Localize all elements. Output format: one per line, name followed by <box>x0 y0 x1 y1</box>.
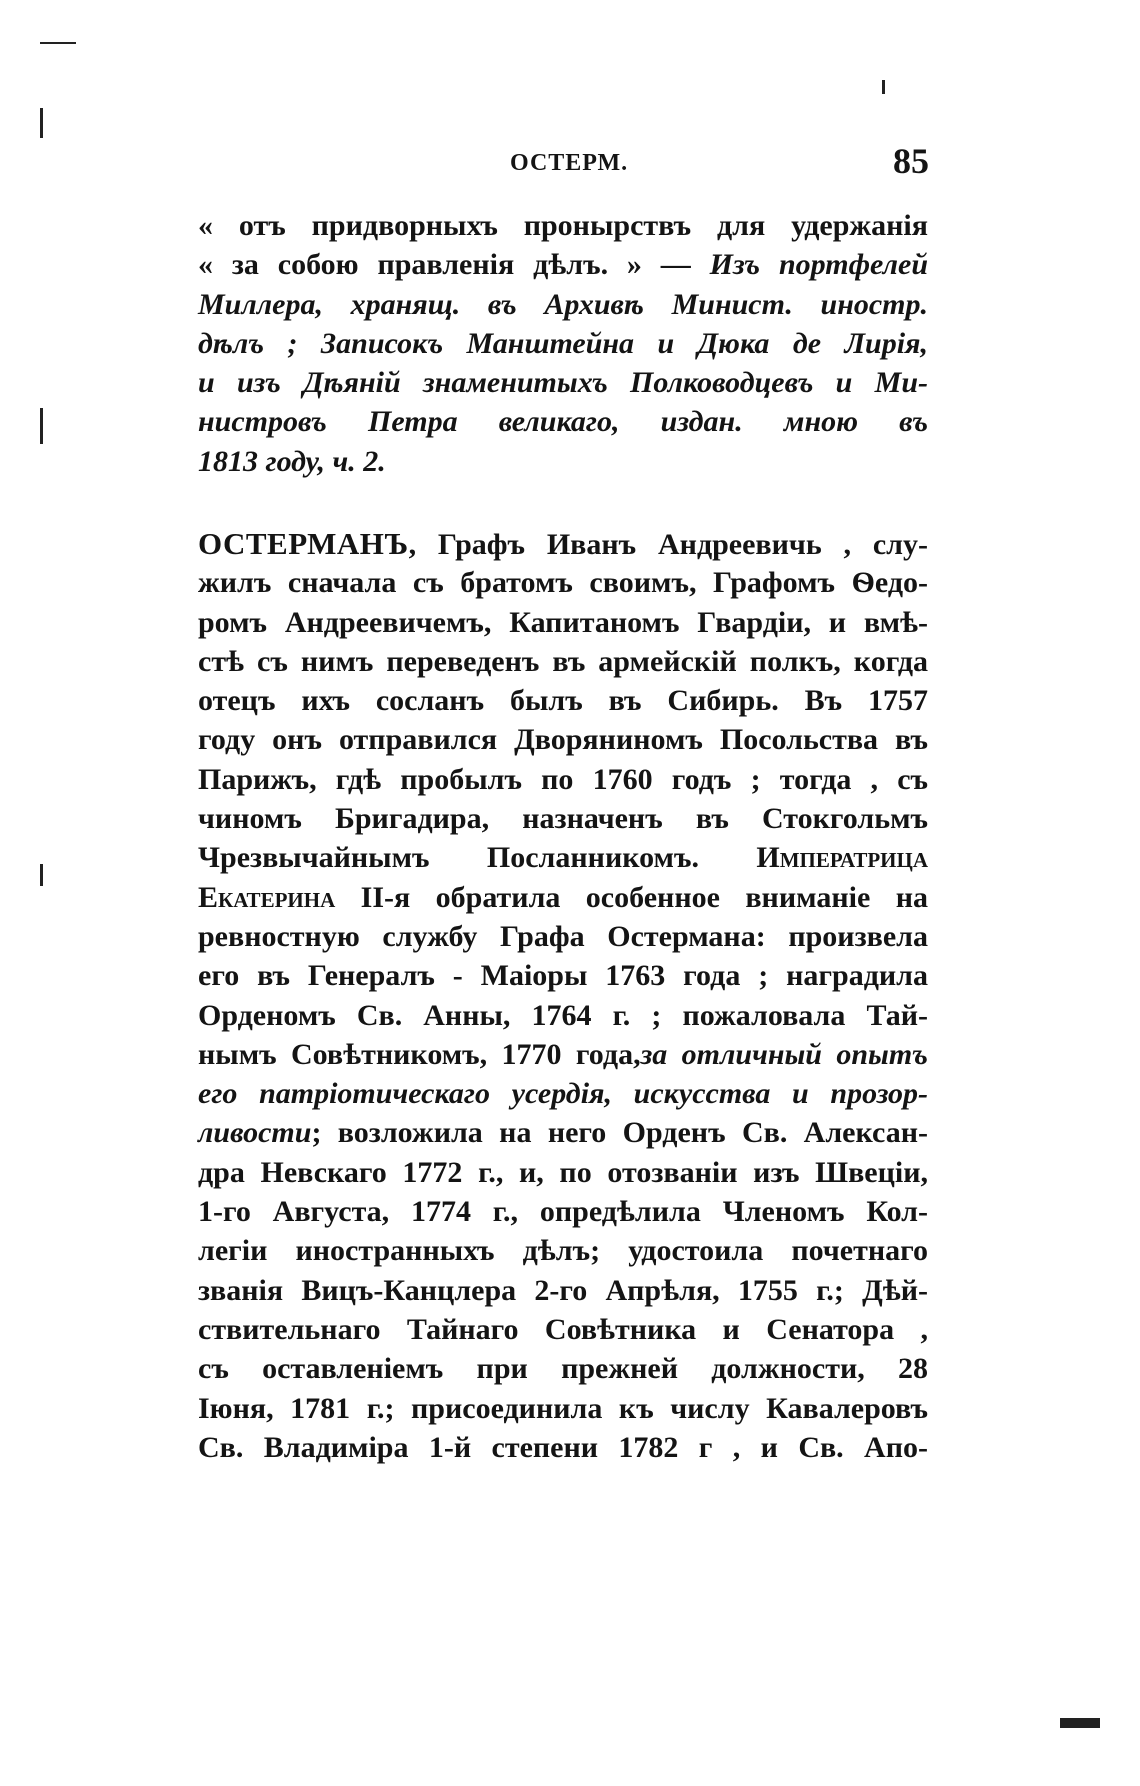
text-line <box>198 878 928 917</box>
entry-headword: ОСТЕРМАНЪ <box>198 526 409 561</box>
source-line: нистровъ Петра великаго, издан. мною въ <box>198 405 928 439</box>
quote-end: « за собою правленія дѣлъ. » — <box>198 248 691 282</box>
source-line: дѣлъ ; Записокъ Манштейна и Дюка де Лирія, <box>198 326 928 360</box>
quote-block <box>198 206 928 481</box>
text-line <box>198 1113 928 1152</box>
italic-line: его патріотическаго усердія, искусства и прозор- <box>198 1077 928 1111</box>
text-line <box>198 524 928 563</box>
text-line: жилъ сначала съ братомъ своимъ, Графомъ Ѳедо- <box>198 566 928 600</box>
text-line: чиномъ Бригадира, назначенъ въ Стокгольмъ <box>198 802 928 836</box>
source-line: 1813 году, ч. 2. <box>198 444 386 478</box>
name-ekaterina: Екатерина <box>198 880 336 914</box>
scan-artifact <box>40 108 43 138</box>
text-line: Св. Владиміра 1-й степени 1782 г , и Св. Апо- <box>198 1430 928 1464</box>
scan-artifact <box>40 42 76 44</box>
text-line: званія Вицъ-Канцлера 2-го Апрѣля, 1755 г.; Дѣй- <box>198 1273 928 1307</box>
page-header <box>0 140 1140 200</box>
text-line: Орденомъ Св. Анны, 1764 г. ; пожаловала Тай- <box>198 998 928 1032</box>
scan-artifact <box>882 80 885 94</box>
text-line: « отъ придворныхъ пронырствъ для удержанія <box>198 209 928 242</box>
text-line: ромъ Андреевичемъ, Капитаномъ Гвардіи, и вмѣ- <box>198 605 928 639</box>
italic-citation: ливости <box>198 1116 312 1150</box>
text-line <box>198 245 928 284</box>
text-line: году онъ отправился Дворяниномъ Посольства въ <box>198 723 928 757</box>
italic-citation: за отличный опытъ <box>640 1037 928 1071</box>
text-line: легіи иностранныхъ дѣлъ; удостоила почетнаго <box>198 1234 928 1268</box>
text-line: съ оставленіемъ при прежней должности, 28 <box>198 1352 928 1386</box>
text-line: его въ Генералъ - Маіоры 1763 года ; наградила <box>198 959 928 993</box>
scan-artifact <box>40 408 43 444</box>
entry-text: нымъ Совѣтникомъ, 1770 года, <box>198 1037 641 1071</box>
text-line: Парижъ, гдѣ пробылъ по 1760 годъ ; тогда , съ <box>198 762 928 796</box>
source-line: Миллера, хранящ. въ Архивѣ Минист. иностр. <box>198 287 928 321</box>
text-line <box>198 838 928 877</box>
scan-artifact <box>40 864 43 886</box>
biography-entry <box>198 524 928 1467</box>
text-line <box>198 1035 928 1074</box>
text-line: дра Невскаго 1772 г., и, по отозваніи изъ Швеціи, <box>198 1155 928 1189</box>
text-line: отецъ ихъ сосланъ былъ въ Сибирь. Въ 1757 <box>198 684 928 718</box>
entry-text: ; возложила на него Орденъ Св. Алексан- <box>311 1116 928 1150</box>
text-line: 1-го Августа, 1774 г., опредѣлила Членомъ Кол- <box>198 1195 928 1229</box>
entry-text: ІІ-я обратила особенное вниманіе на <box>335 880 928 914</box>
scan-artifact <box>1060 1718 1100 1728</box>
text-line: ствительнаго Тайнаго Совѣтника и Сенатора , <box>198 1312 928 1346</box>
running-head: ОСТЕРМ. <box>510 150 629 176</box>
title-empress: Императрица <box>756 841 928 875</box>
source-line: и изъ Дѣяній знаменитыхъ Полководцевъ и Ми- <box>198 366 928 400</box>
text-line: стѣ съ нимъ переведенъ въ армейскій полкъ, когда <box>198 644 928 678</box>
entry-text: , Графъ Иванъ Андреевичь , слу- <box>408 528 928 561</box>
entry-text: Чрезвычайнымъ Посланникомъ. <box>198 841 699 875</box>
page-number: 85 <box>893 141 929 181</box>
text-line: Іюня, 1781 г.; присоединила къ числу Кавалеровъ <box>198 1391 928 1425</box>
source-citation: Изъ портфелей <box>709 248 929 282</box>
text-line: ревностную службу Графа Остермана: произвела <box>198 919 928 953</box>
